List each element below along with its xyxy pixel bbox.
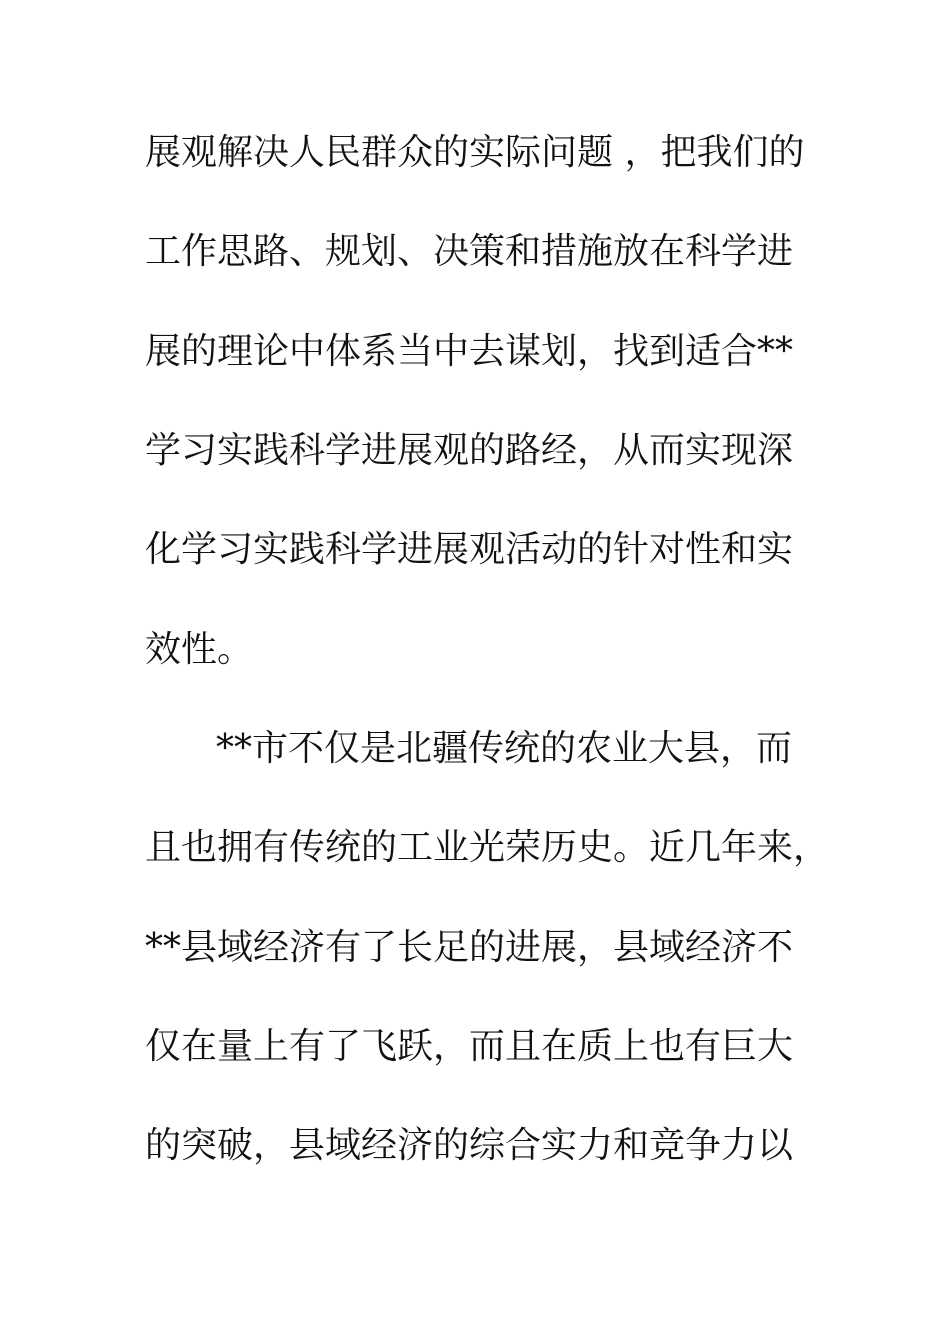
paragraph-2-line-5: 的突破，县域经济的综合实力和竞争力以 xyxy=(145,1125,794,1166)
paragraph-1-line-4: 学习实践科学进展观的路经，从而实现深 xyxy=(145,430,794,471)
paragraph-1-line-2: 工作思路、规划、决策和措施放在科学进 xyxy=(145,231,794,272)
paragraph-1-line-5: 化学习实践科学进展观活动的针对性和实 xyxy=(145,529,794,570)
paragraph-2-line-3: **县域经济有了长足的进展，县域经济不 xyxy=(145,927,794,968)
paragraph-2-line-4: 仅在量上有了飞跃，而且在质上也有巨大 xyxy=(145,1026,794,1067)
paragraph-1-line-3: 展的理论中体系当中去谋划，找到适合** xyxy=(145,331,794,372)
paragraph-2-line-2: 且也拥有传统的工业光荣历史。近几年来， xyxy=(145,827,830,868)
paragraph-2-line-1: **市不仅是北疆传统的农业大县，而 xyxy=(216,728,793,769)
paragraph-1-line-1: 展观解决人民群众的实际问题 ，把我们的 xyxy=(145,132,805,173)
paragraph-1-line-6: 效性。 xyxy=(145,629,254,670)
